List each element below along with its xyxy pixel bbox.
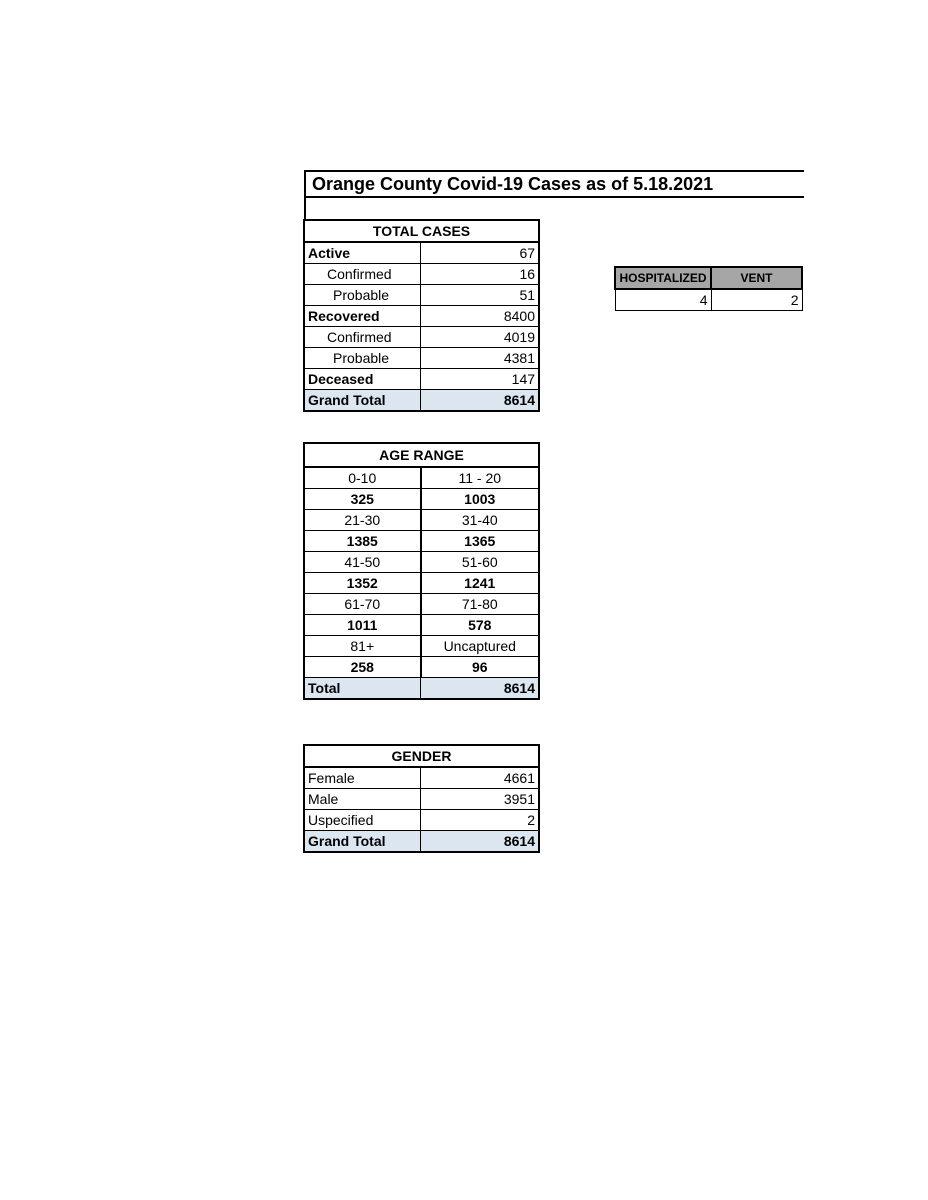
row-value: 8400 — [421, 306, 539, 327]
total-label: Grand Total — [305, 831, 421, 852]
table-row — [305, 264, 539, 285]
row-value: 4381 — [421, 348, 539, 369]
row-value: 67 — [421, 242, 539, 264]
age-range-value: 1352 — [305, 573, 421, 594]
table-row — [305, 306, 539, 327]
total-cases-header: TOTAL CASES — [305, 221, 539, 243]
age-range-label: 11 - 20 — [421, 467, 539, 489]
row-label: Uspecified — [305, 810, 421, 831]
row-label: Confirmed — [305, 264, 421, 285]
age-value-row — [305, 615, 539, 636]
row-value: 4661 — [421, 767, 539, 789]
age-range-label: Uncaptured — [421, 636, 539, 657]
age-range-value: 1011 — [305, 615, 421, 636]
total-row — [305, 390, 539, 411]
age-range-label: 71-80 — [421, 594, 539, 615]
table-row — [305, 810, 539, 831]
table-row — [305, 348, 539, 369]
total-value: 8614 — [421, 831, 539, 852]
age-range-label: 31-40 — [421, 510, 539, 531]
age-label-row — [305, 594, 539, 615]
gender-header: GENDER — [305, 746, 539, 768]
age-range-table — [304, 443, 539, 699]
age-value-row — [305, 657, 539, 678]
age-range-value: 325 — [305, 489, 421, 510]
row-value: 51 — [421, 285, 539, 306]
row-value: 3951 — [421, 789, 539, 810]
row-label: Recovered — [305, 306, 421, 327]
age-range-label: 21-30 — [305, 510, 421, 531]
age-value-row — [305, 573, 539, 594]
total-cases-table — [304, 220, 539, 411]
age-range-value: 578 — [421, 615, 539, 636]
age-range-value: 1241 — [421, 573, 539, 594]
table-row — [305, 242, 539, 264]
row-label: Deceased — [305, 369, 421, 390]
row-value: 2 — [421, 810, 539, 831]
age-range-value: 258 — [305, 657, 421, 678]
age-range-label: 61-70 — [305, 594, 421, 615]
age-range-label: 51-60 — [421, 552, 539, 573]
row-value: 4019 — [421, 327, 539, 348]
row-label: Active — [305, 242, 421, 264]
total-row — [305, 831, 539, 852]
hospitalized-value: 4 — [615, 289, 711, 311]
title-border — [304, 198, 306, 220]
vent-header: VENT — [711, 267, 802, 289]
row-value: 147 — [421, 369, 539, 390]
age-range-value: 1003 — [421, 489, 539, 510]
total-value: 8614 — [421, 678, 539, 699]
age-range-value: 96 — [421, 657, 539, 678]
row-label: Confirmed — [305, 327, 421, 348]
row-label: Probable — [305, 348, 421, 369]
hospitalized-table — [614, 266, 803, 311]
age-range-header: AGE RANGE — [305, 444, 539, 468]
table-row — [305, 285, 539, 306]
age-value-row — [305, 489, 539, 510]
table-row — [305, 789, 539, 810]
row-label: Male — [305, 789, 421, 810]
age-label-row — [305, 467, 539, 489]
vent-value: 2 — [711, 289, 802, 311]
age-label-row — [305, 636, 539, 657]
row-value: 16 — [421, 264, 539, 285]
age-range-value: 1385 — [305, 531, 421, 552]
table-row — [305, 369, 539, 390]
total-value: 8614 — [421, 390, 539, 411]
total-row — [305, 678, 539, 699]
age-range-label: 81+ — [305, 636, 421, 657]
total-label: Grand Total — [305, 390, 421, 411]
age-label-row — [305, 510, 539, 531]
age-label-row — [305, 552, 539, 573]
hospitalized-header: HOSPITALIZED — [615, 267, 711, 289]
age-range-label: 0-10 — [305, 467, 421, 489]
age-value-row — [305, 531, 539, 552]
age-range-label: 41-50 — [305, 552, 421, 573]
row-label: Female — [305, 767, 421, 789]
table-row — [305, 767, 539, 789]
age-range-value: 1365 — [421, 531, 539, 552]
row-label: Probable — [305, 285, 421, 306]
title-box — [304, 170, 804, 198]
table-row — [305, 327, 539, 348]
page-title: Orange County Covid-19 Cases as of 5.18.2021 — [312, 174, 714, 194]
gender-table — [304, 745, 539, 852]
total-label: Total — [305, 678, 421, 699]
